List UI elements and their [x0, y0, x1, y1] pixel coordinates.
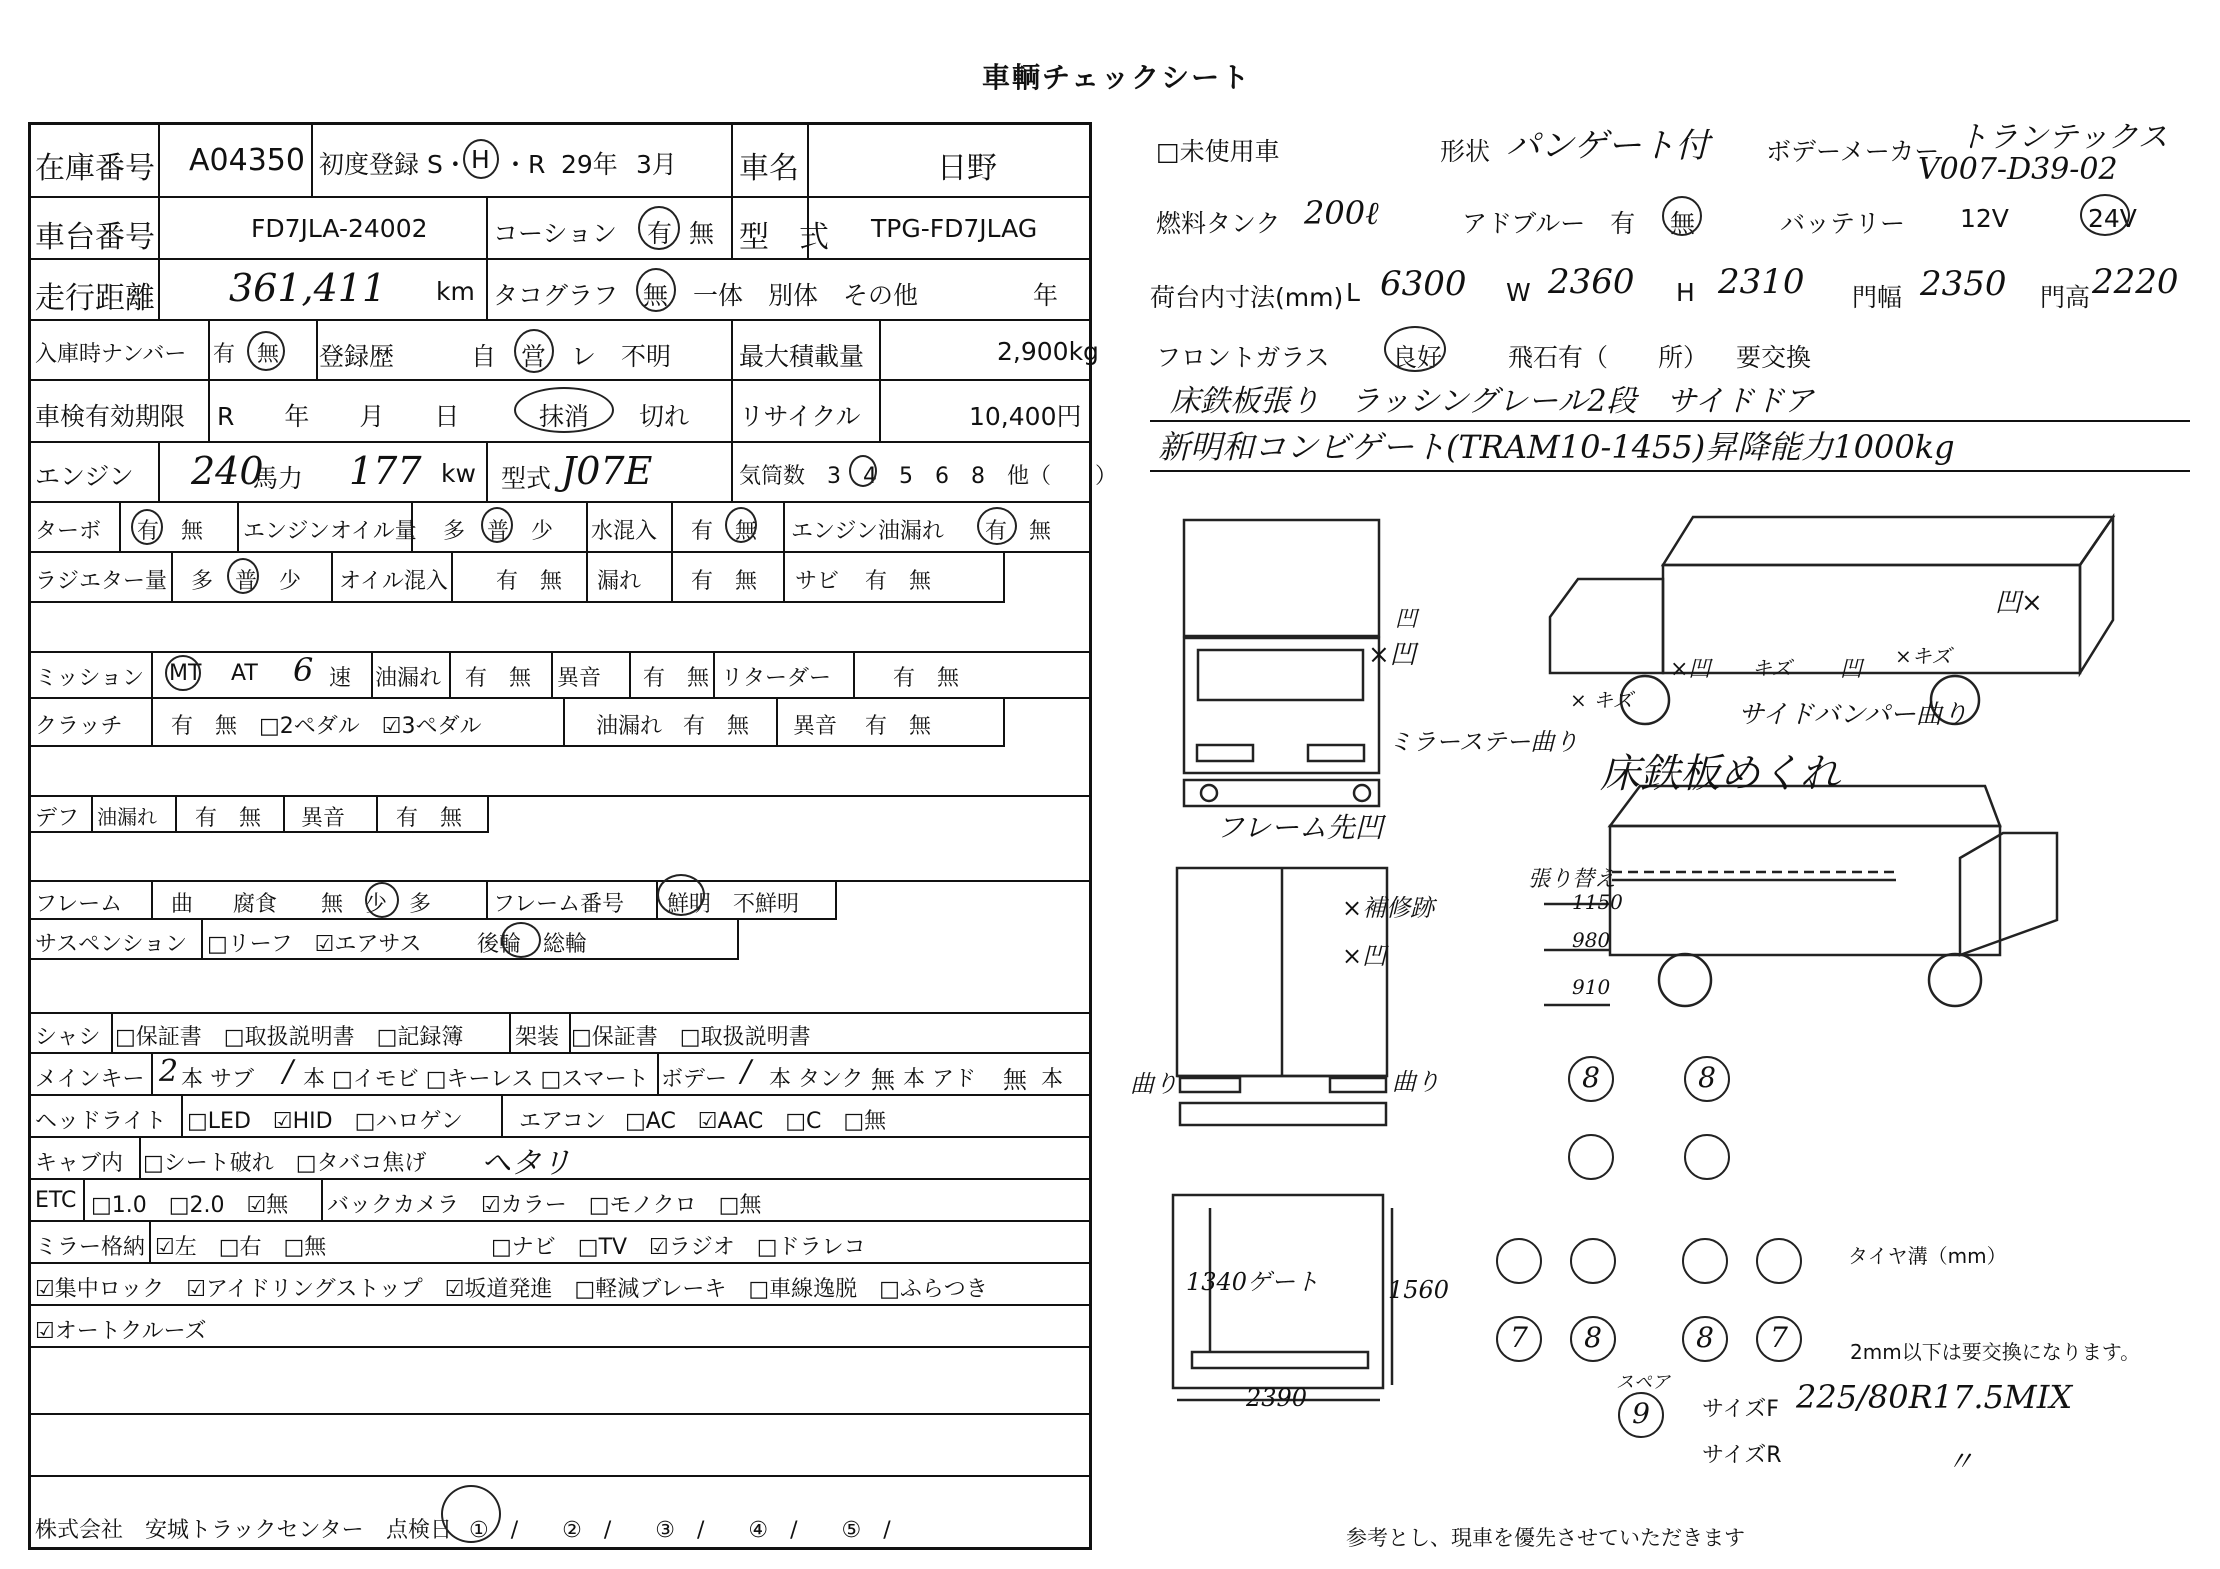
note-rear-dent: 凹×: [1995, 588, 2043, 618]
tire-mid-left: [1568, 1134, 1614, 1180]
entry-plate-opts: 有 無: [213, 342, 280, 367]
tire-bottom-2: 8: [1570, 1316, 1616, 1362]
dims-L-label: L: [1346, 278, 1360, 307]
note-scratch: キズ: [1752, 656, 1792, 680]
frame-corr-opts: 無 少 多: [321, 892, 432, 917]
note-dent-x: ×凹: [1368, 640, 1416, 670]
keys-label: メインキー: [35, 1067, 145, 1092]
keys-tank: 本 タンク: [769, 1067, 864, 1092]
coating-label: コーション: [493, 219, 618, 248]
keys-body-v: /: [741, 1054, 752, 1089]
tacho-opts: 無 一体 別体 その他: [643, 281, 919, 310]
note-dent3: ×凹: [1342, 942, 1387, 970]
engine-kw: 177: [349, 449, 422, 493]
note-h1150: 1150: [1572, 890, 1623, 914]
front-view-body: [1184, 638, 1379, 773]
diff-leak-opts: 有 無: [195, 806, 262, 831]
mission-leak-opts: 有 無: [465, 666, 532, 691]
first-reg-month: 3月: [636, 150, 677, 179]
first-reg-label: 初度登録 S・: [319, 150, 468, 179]
engine-hp: 240: [191, 449, 264, 493]
keys-ad-v: 無: [1003, 1066, 1027, 1094]
size-r-label: サイズR: [1702, 1443, 1782, 1468]
entry-plate-label: 入庫時ナンバー: [35, 342, 187, 367]
side-view-cab: [1550, 579, 1663, 673]
note-h910: 910: [1572, 975, 1611, 999]
dims-label: 荷台内寸法(mm): [1150, 283, 1344, 312]
cabin-note: ヘタリ: [481, 1146, 571, 1181]
mileage-value: 361,411: [229, 266, 387, 310]
engine-kw-unit: kw: [441, 459, 476, 488]
mirror-label: ミラー格納: [35, 1235, 146, 1260]
note-x-scratch: × キズ: [1570, 688, 1633, 712]
dims-H: 2310: [1718, 262, 1805, 302]
note-dent-top: 凹: [1395, 607, 1418, 632]
mission-noise: 異音: [557, 666, 602, 691]
front-view-cabin: [1184, 520, 1379, 636]
tire-row3-4: [1756, 1238, 1802, 1284]
frame-bend: 曲: [171, 892, 194, 917]
tire-row3-1: [1496, 1238, 1542, 1284]
max-load-value: 2,900kg: [997, 337, 1099, 366]
engine-type-label: 型式: [501, 464, 552, 493]
keys-tank-v: 無: [871, 1066, 895, 1094]
size-r: 〃: [1946, 1445, 1975, 1478]
mirror-opts: ☑左 □右 □無: [155, 1235, 327, 1260]
lower-box: [1610, 826, 2000, 955]
cam-opts: ☑カラー □モノクロ □無: [481, 1193, 762, 1218]
recycle-label: リサイクル: [739, 402, 861, 431]
tire-top-left: 8: [1568, 1056, 1614, 1102]
inspection-erased: 抹消: [539, 402, 590, 431]
note-bend-left: 曲り: [1130, 1070, 1178, 1098]
tire-row3-3: [1682, 1238, 1728, 1284]
chassis-label: 車台番号: [35, 220, 155, 255]
coating-no: 無: [689, 219, 715, 248]
cabin-label: キャブ内: [35, 1151, 124, 1176]
mission-at: AT: [231, 661, 258, 686]
tire-mid-right: [1684, 1134, 1730, 1180]
mileage-unit: km: [436, 277, 475, 306]
oil-qty-opts: 多 普 少: [443, 519, 554, 544]
frame-num-opts: 鮮明 不鮮明: [667, 892, 800, 917]
clutch-label: クラッチ: [35, 714, 123, 739]
reg-history-opts: 自 営 レ 不明: [471, 342, 672, 371]
clutch-leak-opts: 有 無: [683, 714, 750, 739]
note-bend-right: 曲り: [1392, 1068, 1440, 1096]
glass-rep: 要交換: [1736, 343, 1812, 372]
spare-label: スペア: [1616, 1372, 1670, 1393]
keys-tank-u: 本 アド: [903, 1067, 976, 1092]
note-gate-height: 1560: [1388, 1276, 1450, 1304]
clutch-leak: 油漏れ: [596, 714, 663, 739]
mileage-label: 走行距離: [35, 281, 155, 316]
tire-row3-2: [1570, 1238, 1616, 1284]
stock-value: A04350: [189, 143, 305, 178]
glass-chip: 飛石有（ 所）: [1508, 343, 1709, 372]
body-maker-value: トランテックス: [1958, 120, 2168, 155]
note-floor: 床鉄板めくれ: [1600, 751, 1840, 797]
rust-opts: 有 無: [865, 569, 932, 594]
recycle-value: 10,400円: [969, 402, 1082, 431]
frame-num-label: フレーム番号: [493, 892, 625, 917]
radiator-label: ラジエター量: [35, 569, 168, 594]
gate-w: 2350: [1920, 264, 2007, 304]
first-reg-r: ・R: [503, 150, 546, 179]
cabin-opts: □シート破れ □タバコ焦げ: [143, 1151, 427, 1176]
keys-main: 2: [159, 1054, 179, 1089]
reg-history-label: 登録歴: [319, 342, 395, 371]
locks-opts: ☑集中ロック ☑アイドリングストップ ☑坂道発進 □軽減ブレーキ □車線逸脱 □ふらつき: [35, 1277, 988, 1302]
footer-company: 株式会社 安城トラックセンター: [35, 1518, 364, 1543]
dims-H-label: H: [1676, 278, 1695, 307]
headlight-opts: □LED ☑HID □ハロゲン: [187, 1109, 463, 1134]
diff-noise: 異音: [301, 806, 346, 831]
etc-opts: □1.0 □2.0 ☑無: [91, 1193, 289, 1218]
rear-view-bumper: [1180, 1103, 1386, 1125]
suspension-opts: □リーフ ☑エアサス: [207, 932, 422, 957]
tire-bottom-4: 7: [1756, 1316, 1802, 1362]
oil-mix-label: オイル混入: [339, 569, 448, 594]
keys-sub: /: [283, 1054, 294, 1089]
adblue-label: アドブルー 有: [1462, 209, 1636, 238]
engine-hp-unit: 馬力: [253, 464, 304, 493]
cam-label: バックカメラ: [327, 1193, 460, 1218]
glass-ok: 良好: [1392, 343, 1443, 372]
note-gate-width: 2390: [1246, 1384, 1308, 1412]
inspection-label: 車検有効期限: [35, 402, 186, 431]
dims-L: 6300: [1380, 264, 1467, 304]
note-side-dent: ×凹: [1670, 657, 1711, 682]
name-label: 車名: [739, 151, 799, 186]
water-mix-label: 水混入: [591, 519, 658, 544]
diff-label: デフ: [35, 806, 80, 831]
note-rail: 張り替え: [1528, 867, 1617, 892]
stock-label: 在庫番号: [35, 151, 155, 186]
etc-label: ETC: [35, 1188, 77, 1213]
body-docs-opts: □保証書 □取扱説明書: [571, 1025, 811, 1050]
front-view-bumper: [1184, 780, 1379, 806]
model-label: 型 式: [739, 220, 829, 255]
shape-label: 形状: [1440, 137, 1491, 166]
body-code: V007-D39-02: [1918, 152, 2118, 187]
tire-label: タイヤ溝（mm）: [1848, 1244, 2007, 1268]
size-f-label: サイズF: [1702, 1397, 1779, 1422]
size-f: 225/80R17.5MIX: [1796, 1378, 2073, 1416]
reference-note: 参考とし、現車を優先させていただきます: [1346, 1526, 1745, 1550]
cruise-opts: ☑オートクルーズ: [35, 1319, 207, 1344]
suspension-label: サスペンション: [35, 932, 188, 957]
clutch-noise: 異音: [793, 714, 838, 739]
mission-retarder: リターダー: [721, 666, 832, 691]
dims-W-label: W: [1506, 278, 1531, 307]
note-repair: ×補修跡: [1342, 894, 1435, 922]
leak-label: 漏れ: [597, 569, 642, 594]
mission-mt: MT: [169, 661, 202, 686]
leak-opts: 有 無: [691, 569, 758, 594]
diff-leak: 油漏れ: [97, 805, 157, 829]
first-reg-year: 29年: [561, 150, 618, 179]
turbo-label: ターボ: [35, 519, 102, 544]
note-gate: 1340ゲート: [1186, 1268, 1320, 1296]
fuel-label: 燃料タンク: [1156, 209, 1281, 238]
fuel-value: 200ℓ: [1304, 194, 1379, 232]
clutch-opts: 有 無 □2ペダル ☑3ペダル: [171, 714, 482, 739]
shape-value: パンゲート付: [1506, 126, 1710, 166]
body-maker-label: ボデーメーカー: [1766, 137, 1940, 166]
tire-bottom-1: 7: [1496, 1316, 1542, 1362]
lower-wheel-front: [1659, 954, 1711, 1006]
note-dent2: 凹: [1840, 657, 1863, 682]
av-opts: □ナビ □TV ☑ラジオ □ドラレコ: [491, 1235, 866, 1260]
clutch-noise-opts: 有 無: [865, 714, 932, 739]
mission-speed: 6: [293, 651, 314, 689]
oil-leak-label: エンジン油漏れ: [791, 519, 944, 544]
radiator-opts: 多 普 少: [191, 569, 302, 594]
tacho-year: 年: [1033, 281, 1059, 310]
diff-noise-opts: 有 無: [396, 806, 463, 831]
oil-qty-label: エンジンオイル量: [243, 519, 417, 544]
keys-ad-u: 本: [1041, 1067, 1064, 1092]
max-load-label: 最大積載量: [739, 342, 865, 371]
tire-top-right: 8: [1684, 1056, 1730, 1102]
rust-label: サビ: [795, 569, 840, 594]
battery-12: 12V: [1960, 204, 2009, 233]
name-value: 日野: [937, 151, 997, 186]
docs-label: シャシ: [35, 1025, 101, 1050]
keys-sub-unit: 本 □イモビ □キーレス □スマート: [303, 1067, 649, 1092]
note-frame-dent: フレーム先凹: [1216, 811, 1383, 844]
oil-leak-opts: 有 無: [985, 519, 1052, 544]
gate-w-label: 門幅: [1852, 283, 1903, 312]
battery-24: 24V: [2088, 204, 2137, 233]
oil-mix-opts: 有 無: [496, 569, 563, 594]
water-mix-opts: 有 無: [691, 519, 758, 544]
adblue-no: 無: [1670, 209, 1696, 238]
footer-check: 点検日: [386, 1518, 453, 1543]
mission-speed-unit: 速: [329, 666, 352, 691]
keys-main-unit: 本 サブ: [181, 1067, 254, 1092]
frame-corr-label: 腐食: [233, 892, 278, 917]
mission-label: ミッション: [35, 666, 145, 691]
unused-check: □未使用車: [1156, 137, 1280, 166]
ac-opts: □AC ☑AAC □C □無: [625, 1109, 887, 1134]
mission-leak: 油漏れ: [375, 666, 442, 691]
glass-label: フロントガラス: [1156, 343, 1330, 372]
headlight-label: ヘッドライト: [35, 1109, 167, 1134]
tire-bottom-3: 8: [1682, 1316, 1728, 1362]
inspection-expired: 切れ: [639, 402, 690, 431]
frame-label: フレーム: [35, 892, 123, 917]
gate-h-label: 門高: [2040, 283, 2091, 312]
note-h980: 980: [1572, 928, 1611, 952]
note-line-2: 新明和コンビゲート(TRAM10-1455)昇降能力1000kg: [1158, 428, 1955, 466]
first-reg-h: H: [471, 145, 490, 174]
battery-label: バッテリー: [1780, 209, 1906, 238]
tire-note: 2mm以下は要交換になります。: [1850, 1340, 2141, 1364]
tacho-label: タコグラフ: [493, 281, 619, 310]
mission-noise-opts: 有 無: [643, 666, 710, 691]
engine-type: J07E: [561, 449, 653, 493]
suspension-axle: 後輪 総輪: [477, 932, 588, 957]
note-mirror-stay: ミラーステー曲り: [1388, 728, 1579, 756]
lower-wheel-rear: [1929, 954, 1981, 1006]
docs-opts: □保証書 □取扱説明書 □記録簿: [115, 1025, 464, 1050]
note-line-1: 床鉄板張り ラッシングレール2段 サイドドア: [1170, 384, 1814, 419]
mission-retarder-opts: 有 無: [893, 666, 960, 691]
ac-label: エアコン: [519, 1109, 606, 1134]
model-value: TPG-FD7JLAG: [871, 214, 1038, 243]
keys-body: ボデー: [661, 1067, 728, 1092]
note-side-bumper: サイドバンパー曲り: [1738, 700, 1968, 730]
gate-h: 2220: [2092, 262, 2179, 302]
dims-W: 2360: [1548, 262, 1635, 302]
tire-spare: 9: [1618, 1392, 1664, 1438]
body-docs-label: 架装: [515, 1025, 560, 1050]
turbo-opts: 有 無: [137, 519, 204, 544]
engine-label: エンジン: [35, 462, 134, 491]
sheet-title: 車輌チェックシート: [982, 61, 1252, 94]
chassis-value: FD7JLA-24002: [251, 214, 428, 243]
engine-cyl: 気筒数 3 4 5 6 8 他（ ）: [739, 464, 1117, 489]
coating-yes: 有: [647, 219, 673, 248]
footer-nums: ① / ② / ③ / ④ / ⑤ /: [469, 1518, 891, 1543]
note-scratch2: ×キズ: [1895, 644, 1952, 668]
inspection-opts: R 年 月 日: [217, 402, 460, 431]
